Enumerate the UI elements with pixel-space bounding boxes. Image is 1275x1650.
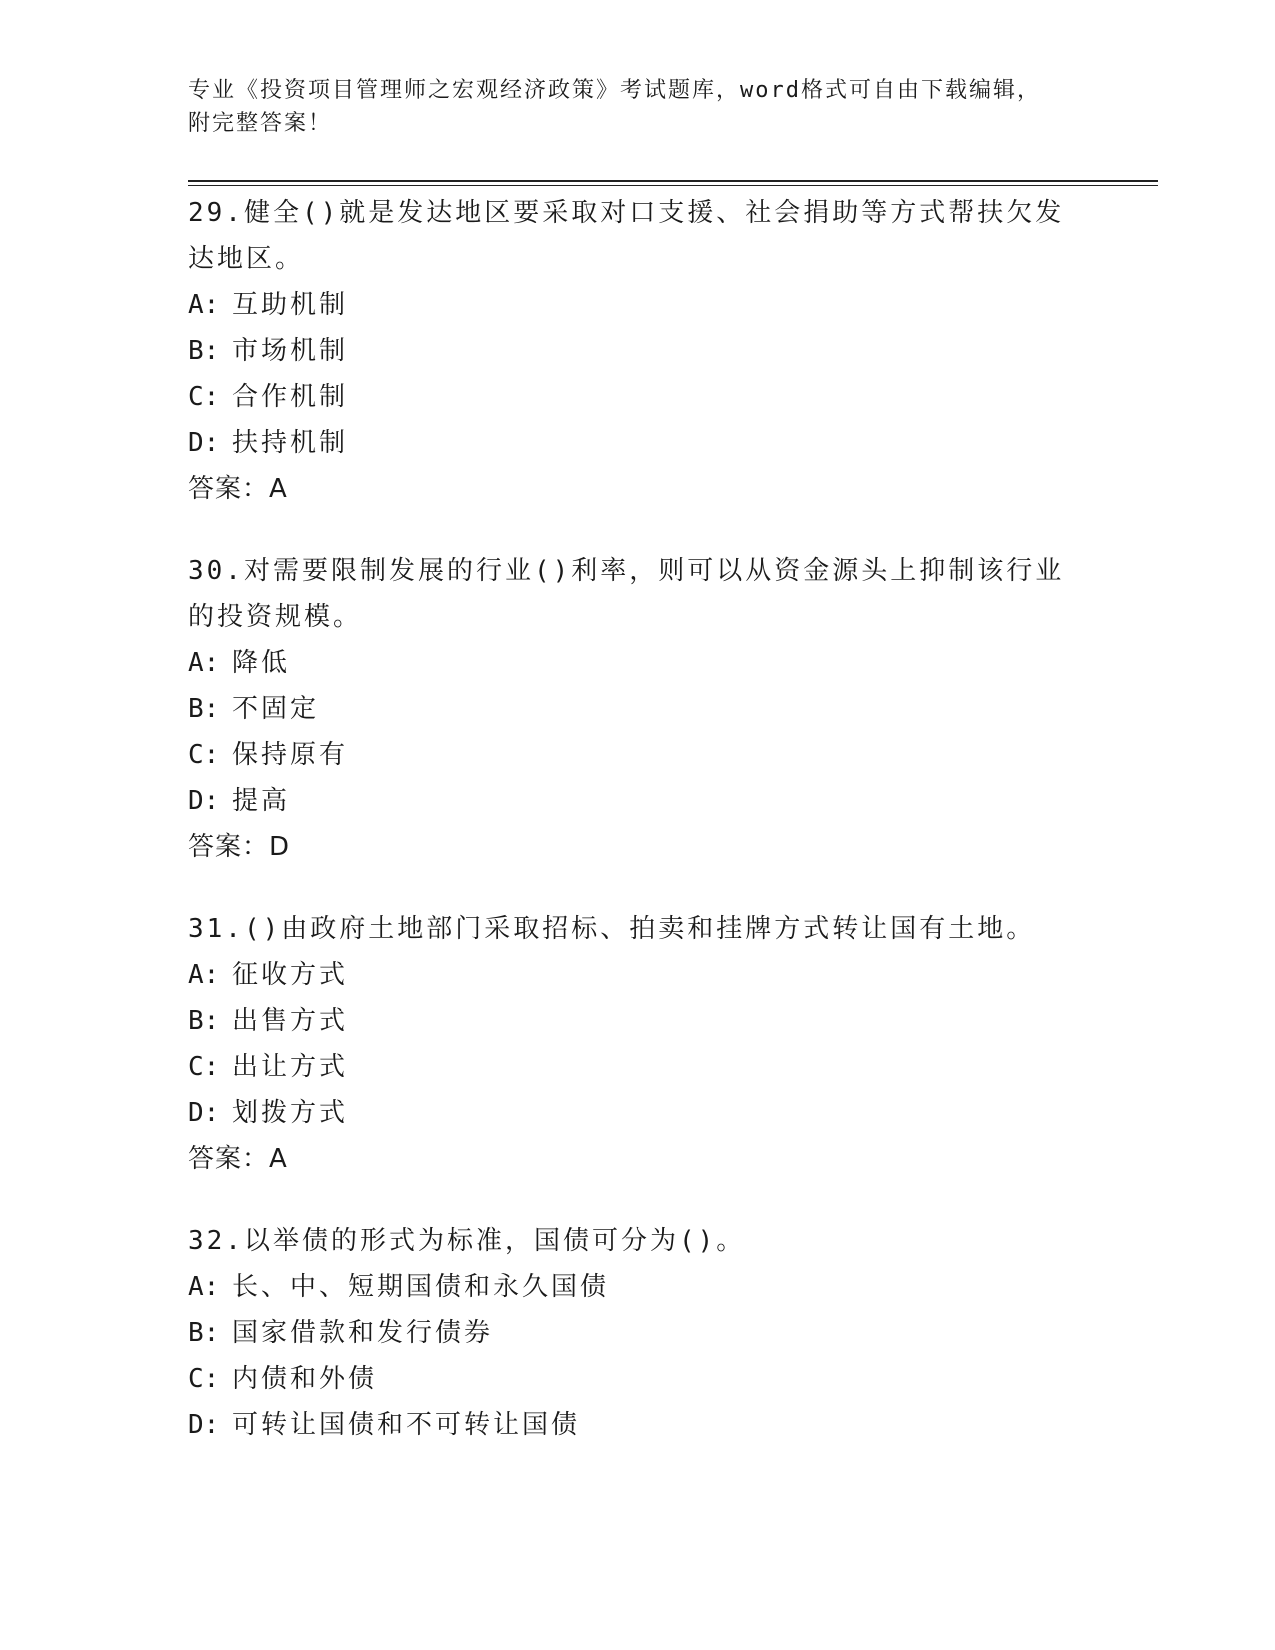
header-line-1: 专业《投资项目管理师之宏观经济政策》考试题库，word格式可自由下载编辑， (188, 78, 1041, 103)
header-line-2: 附完整答案！ (188, 111, 333, 136)
option-b (188, 686, 1088, 732)
option-text: 国家借款和发行债券 (232, 1318, 494, 1348)
header-divider (188, 180, 1158, 186)
option-text: 不固定 (232, 694, 320, 724)
question-32 (188, 1218, 1088, 1448)
option-text: 合作机制 (232, 382, 349, 412)
answer-line: 答案：A (188, 474, 288, 504)
option-text: 内债和外债 (232, 1364, 378, 1394)
option-text: 长、中、短期国债和永久国债 (232, 1272, 610, 1302)
option-letter: A: (188, 648, 220, 678)
question-30 (188, 548, 1088, 870)
option-text: 市场机制 (232, 336, 349, 366)
option-b (188, 1310, 1088, 1356)
option-letter: B: (188, 1318, 220, 1348)
document-header (188, 74, 1088, 140)
question-29 (188, 190, 1088, 512)
option-letter: A: (188, 960, 220, 990)
option-d (188, 1402, 1088, 1448)
option-letter: D: (188, 1098, 220, 1128)
option-b (188, 998, 1088, 1044)
option-text: 互助机制 (232, 290, 349, 320)
option-d (188, 1090, 1088, 1136)
option-letter: D: (188, 1410, 220, 1440)
question-stem: 31.()由政府土地部门采取招标、拍卖和挂牌方式转让国有土地。 (188, 914, 1036, 944)
option-d (188, 778, 1088, 824)
option-text: 出售方式 (232, 1006, 349, 1036)
question-stem: 32.以举债的形式为标准，国债可分为()。 (188, 1226, 746, 1256)
option-a (188, 1264, 1088, 1310)
option-b (188, 328, 1088, 374)
question-stem: 29.健全()就是发达地区要采取对口支援、社会捐助等方式帮扶欠发达地区。 (188, 198, 1065, 274)
question-stem: 30.对需要限制发展的行业()利率，则可以从资金源头上抑制该行业的投资规模。 (188, 556, 1065, 632)
option-c (188, 374, 1088, 420)
option-text: 降低 (232, 648, 291, 678)
option-text: 扶持机制 (232, 428, 349, 458)
option-letter: D: (188, 428, 220, 458)
option-text: 划拨方式 (232, 1098, 349, 1128)
option-c (188, 1356, 1088, 1402)
option-c (188, 732, 1088, 778)
option-text: 保持原有 (232, 740, 349, 770)
option-text: 出让方式 (232, 1052, 349, 1082)
question-31 (188, 906, 1088, 1182)
option-a (188, 952, 1088, 998)
option-a (188, 282, 1088, 328)
option-letter: D: (188, 786, 220, 816)
option-c (188, 1044, 1088, 1090)
answer-line: 答案：D (188, 832, 291, 862)
option-text: 可转让国债和不可转让国债 (232, 1410, 581, 1440)
option-letter: A: (188, 1272, 220, 1302)
answer-line: 答案：A (188, 1144, 288, 1174)
option-letter: C: (188, 1364, 220, 1394)
option-letter: C: (188, 382, 220, 412)
option-a (188, 640, 1088, 686)
question-list (188, 190, 1088, 1448)
option-text: 征收方式 (232, 960, 349, 990)
option-letter: B: (188, 1006, 220, 1036)
option-d (188, 420, 1088, 466)
option-letter: C: (188, 1052, 220, 1082)
option-letter: C: (188, 740, 220, 770)
option-letter: B: (188, 694, 220, 724)
option-letter: B: (188, 336, 220, 366)
option-letter: A: (188, 290, 220, 320)
option-text: 提高 (232, 786, 291, 816)
